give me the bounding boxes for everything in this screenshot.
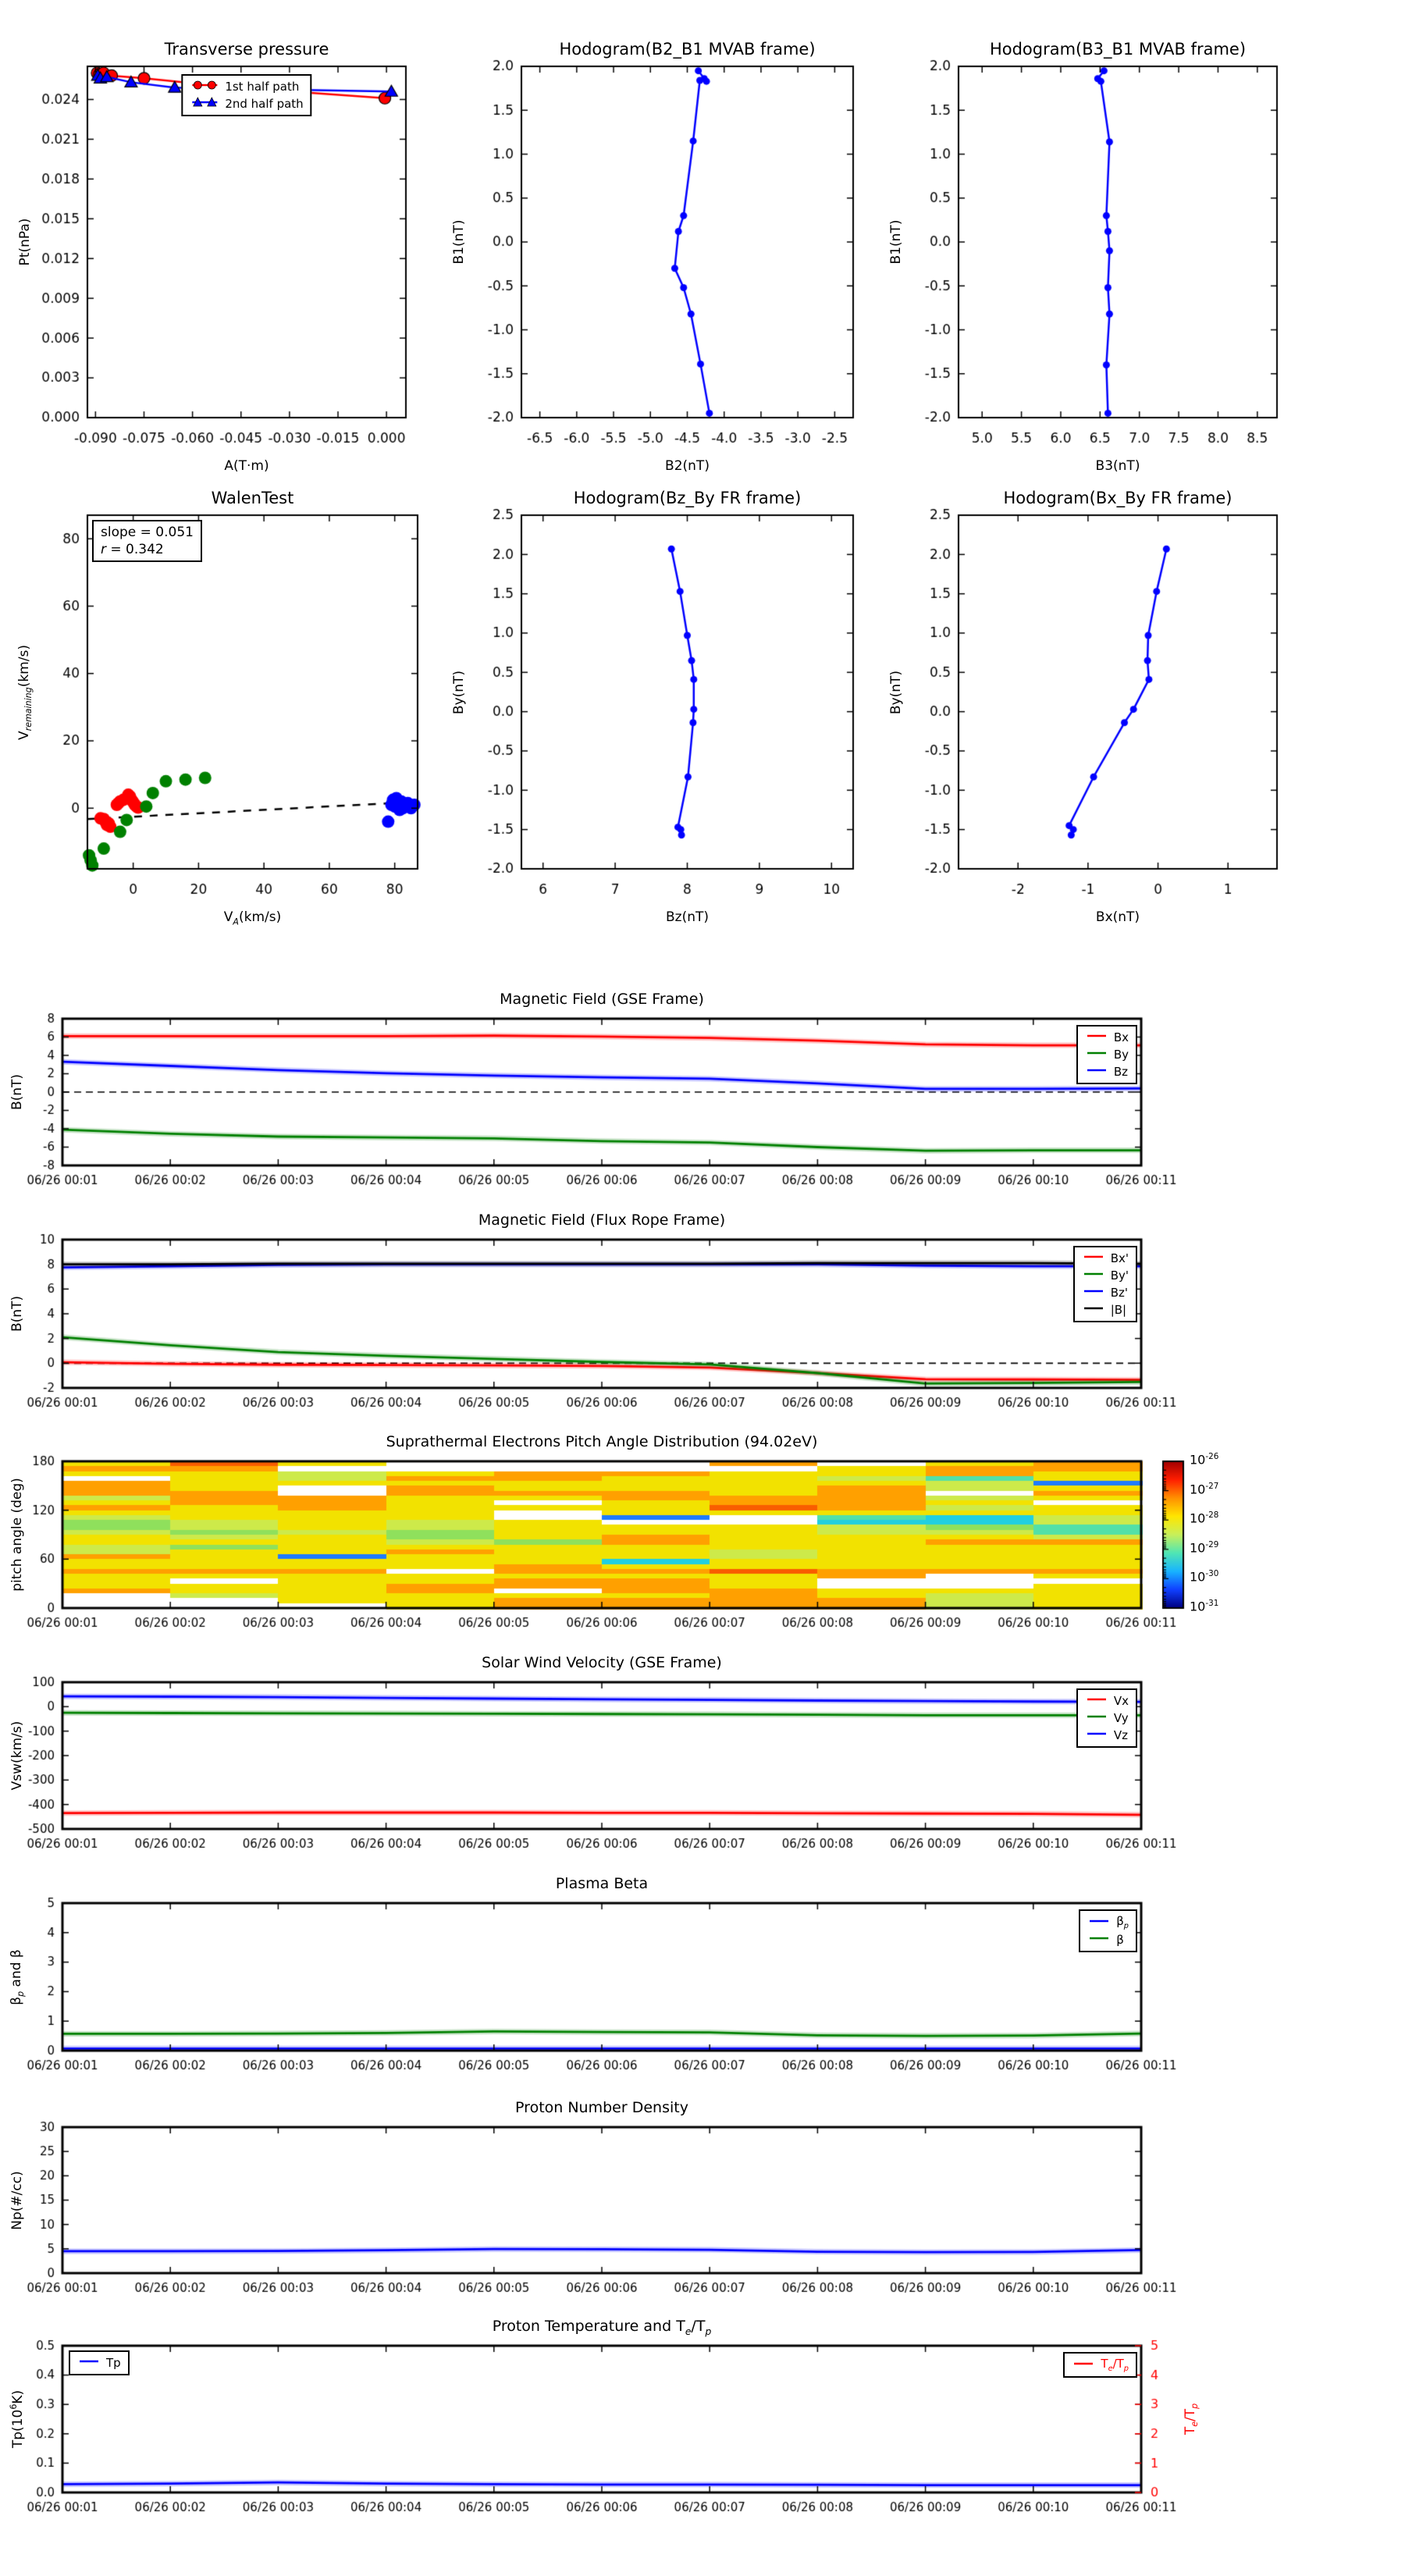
hodogram-b2-b1-canvas: [443, 27, 900, 484]
plasma-beta-canvas: [2, 1870, 1235, 2097]
legend-swatch: [190, 79, 219, 91]
legend-label: β: [1116, 1933, 1124, 1947]
legend-entry: [1085, 1030, 1129, 1045]
legend-entry: [1085, 1693, 1129, 1709]
hodogram-b3-b1-canvas: [880, 27, 1324, 484]
panel-b-gse: [2, 986, 1235, 1212]
legend-entry: [1085, 1064, 1129, 1080]
legend-swatch: [1082, 1251, 1105, 1263]
proton-temperature-canvas: [2, 2313, 1235, 2539]
electron-pad-canvas: [2, 1429, 1297, 1655]
panel-transverse-pressure: [9, 27, 453, 484]
legend-entry: [1082, 1302, 1129, 1318]
legend-label: |B|: [1110, 1303, 1127, 1317]
colorbar-tick-label: $10^{-31}$: [1190, 1599, 1219, 1614]
legend-entry: [1082, 1251, 1129, 1266]
legend-swatch: [1085, 1693, 1108, 1706]
legend-entry: [1085, 1727, 1129, 1743]
legend-entry: [77, 2355, 121, 2371]
legend-swatch: [1082, 1302, 1105, 1315]
panel-walen-test: [9, 476, 464, 935]
panel-electron-pad: [2, 1429, 1297, 1655]
panel-hodogram-b3-b1: [880, 27, 1324, 484]
legend-box: [1079, 1909, 1137, 1952]
legend-box: [1076, 1688, 1137, 1748]
legend-label: $\beta_p$: [1116, 1914, 1129, 1930]
walen-test-canvas: [9, 476, 464, 935]
colorbar-tick-label: $10^{-30}$: [1190, 1569, 1219, 1585]
panel-b-flux-rope: [2, 1207, 1235, 1435]
legend-entry: [1087, 1932, 1129, 1948]
legend-label: Vz: [1113, 1728, 1128, 1742]
panel-hodogram-bz-by: [443, 476, 900, 935]
legend-entry: [1082, 1268, 1129, 1283]
legend-swatch: [1087, 1932, 1111, 1944]
hodogram-bz-by-canvas: [443, 476, 900, 935]
b-gse-canvas: [2, 986, 1235, 1212]
legend-box: [181, 74, 311, 116]
legend-label: 1st half path: [225, 80, 300, 94]
legend-label: 2nd half path: [225, 97, 304, 111]
colorbar-tick-label: $10^{-29}$: [1190, 1539, 1219, 1556]
colorbar-tick-label: $10^{-26}$: [1190, 1452, 1219, 1468]
legend-label: Tp: [106, 2356, 121, 2370]
legend-swatch: [1087, 1915, 1111, 1927]
legend-entry: [1085, 1710, 1129, 1726]
colorbar-tick-label: $10^{-28}$: [1190, 1510, 1219, 1526]
legend-label: By': [1110, 1268, 1129, 1283]
legend-entry: [190, 79, 303, 94]
legend-label: Bz: [1113, 1065, 1128, 1079]
panel-proton-temperature: [2, 2313, 1235, 2539]
solar-wind-velocity-canvas: [2, 1649, 1235, 1876]
legend-swatch: [1085, 1710, 1108, 1723]
colorbar-tick-label: $10^{-27}$: [1190, 1481, 1219, 1496]
legend-swatch: [1082, 1268, 1105, 1280]
legend-swatch: [1085, 1727, 1108, 1740]
legend-box: [1073, 1246, 1137, 1322]
legend-label: Vy: [1113, 1711, 1129, 1725]
annotation-box: slope = 0.051 r = 0.342: [92, 520, 202, 562]
legend-swatch: [1082, 1285, 1105, 1297]
legend-swatch: [1085, 1064, 1108, 1076]
legend-swatch: [1072, 2357, 1095, 2370]
legend-entry: [1082, 1285, 1129, 1300]
legend-label: Bx: [1113, 1030, 1129, 1044]
legend-box: [1076, 1025, 1137, 1084]
legend-box: [69, 2350, 130, 2375]
panel-solar-wind-velocity: [2, 1649, 1235, 1876]
panel-hodogram-b2-b1: [443, 27, 900, 484]
legend-swatch: [1085, 1047, 1108, 1059]
legend-swatch: [190, 96, 219, 109]
panel-hodogram-bx-by: [880, 476, 1324, 935]
b-flux-rope-canvas: [2, 1207, 1235, 1435]
legend-entry: [1072, 2357, 1129, 2373]
legend-label: Vx: [1113, 1694, 1129, 1708]
legend-label: Bz': [1110, 1286, 1128, 1300]
proton-density-canvas: [2, 2094, 1235, 2320]
legend-entry: [1087, 1914, 1129, 1930]
legend-label: By: [1113, 1048, 1129, 1062]
legend-entry: [1085, 1047, 1129, 1062]
legend-label: Bx': [1110, 1251, 1129, 1265]
panel-proton-density: [2, 2094, 1235, 2320]
legend-swatch: [77, 2355, 101, 2368]
legend-box: [1063, 2352, 1137, 2378]
hodogram-bx-by-canvas: [880, 476, 1324, 935]
legend-swatch: [1085, 1030, 1108, 1042]
legend-entry: [190, 96, 303, 112]
panel-plasma-beta: [2, 1870, 1235, 2097]
legend-label: $T_e/T_p$: [1101, 2357, 1129, 2373]
